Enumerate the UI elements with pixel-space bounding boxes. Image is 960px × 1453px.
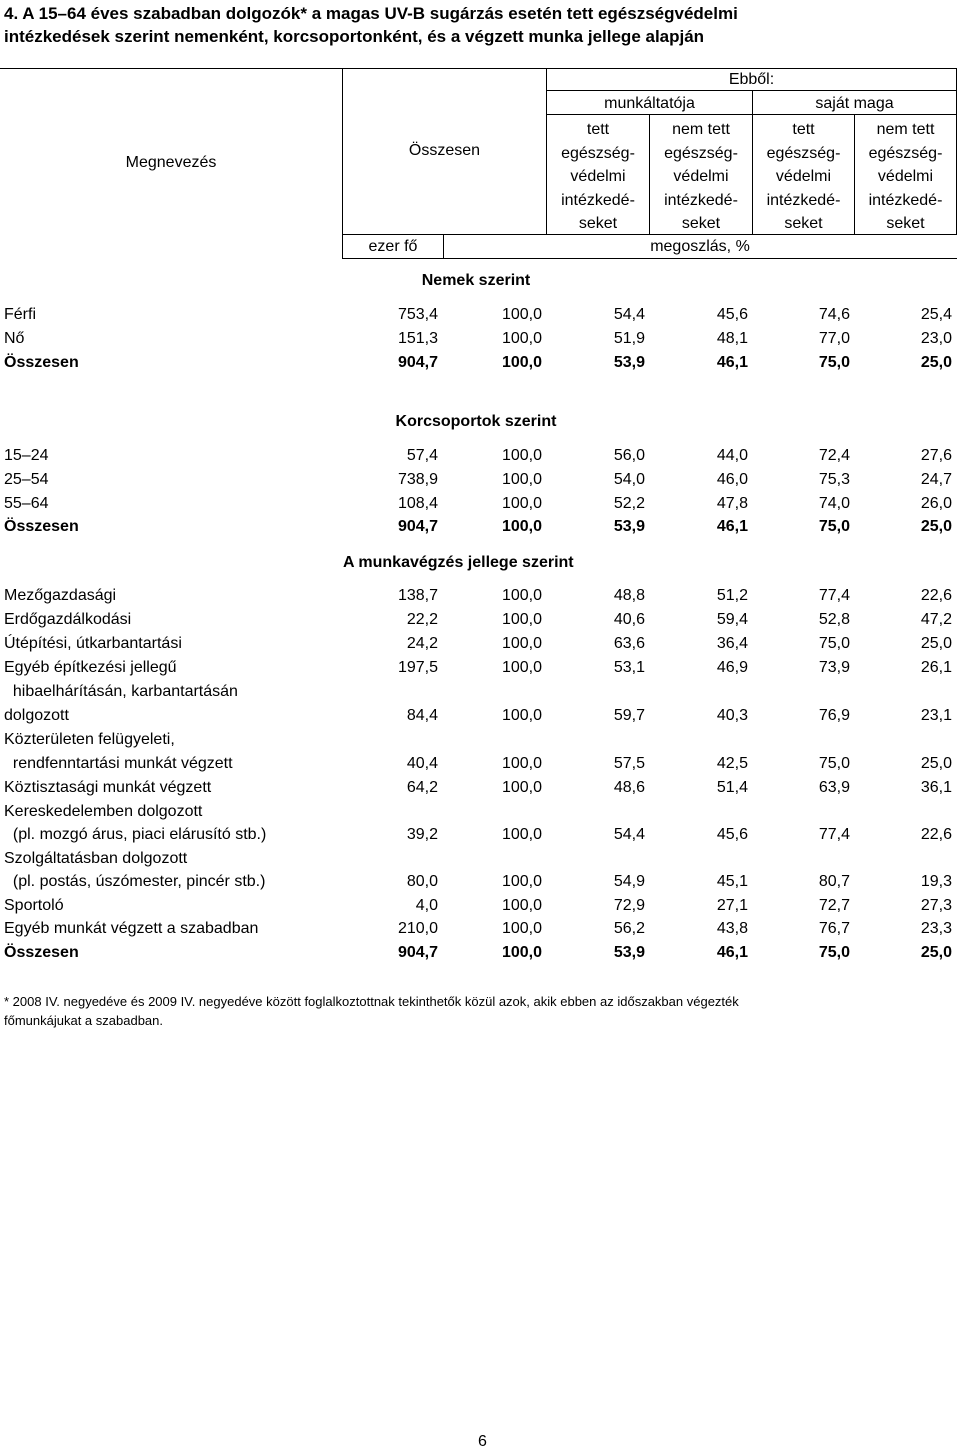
cell-osszesen-pct: 100,0 [501, 447, 542, 464]
row-label-continuation: rendfenntartási munkát végzett [4, 755, 233, 772]
header-divider-megnevezes [342, 68, 343, 259]
header-text-line: nem tett [672, 121, 730, 138]
cell-munkaltato-nem-tett: 59,4 [716, 611, 748, 628]
header-sajat-maga: saját maga [815, 95, 894, 112]
cell-sajat-nem-tett: 25,0 [920, 635, 952, 652]
cell-sajat-tett: 77,4 [818, 587, 850, 604]
cell-munkaltato-tett: 56,0 [613, 447, 645, 464]
header-text-line: intézkedé- [561, 191, 635, 209]
cell-munkaltato-nem-tett: 45,1 [716, 873, 748, 890]
header-col-munkaltato-nem-tett [650, 118, 752, 236]
cell-ezer-fo: 84,4 [406, 707, 438, 724]
cell-sajat-tett: 72,4 [818, 447, 850, 464]
cell-osszesen-pct: 100,0 [501, 330, 542, 347]
cell-osszesen-pct: 100,0 [501, 495, 542, 512]
cell-sajat-nem-tett: 25,4 [920, 306, 952, 323]
cell-ezer-fo: 904,7 [397, 518, 438, 535]
cell-ezer-fo: 138,7 [397, 587, 438, 604]
header-text-line: seket [681, 215, 721, 232]
header-text-line: egészség- [766, 144, 841, 162]
row-label-continuation: (pl. mozgó árus, piaci elárusító stb.) [4, 826, 267, 843]
cell-munkaltato-tett: 40,6 [613, 611, 645, 628]
header-unit-megoszlas: megoszlás, % [650, 238, 750, 255]
cell-sajat-nem-tett: 36,1 [920, 779, 952, 796]
section-heading-nemek: Nemek szerint [421, 272, 531, 289]
cell-sajat-tett: 75,0 [818, 755, 850, 772]
row-label: Összesen [4, 944, 79, 961]
row-label: Összesen [4, 354, 79, 371]
header-text-line: védelmi [673, 168, 729, 185]
section-heading-munkavegzes: A munkavégzés jellege szerint [343, 554, 574, 571]
cell-ezer-fo: 108,4 [397, 495, 438, 512]
cell-munkaltato-tett: 54,4 [613, 826, 645, 843]
header-text-line: seket [784, 215, 823, 232]
cell-munkaltato-tett: 53,9 [613, 354, 645, 371]
cell-sajat-tett: 72,7 [818, 897, 850, 914]
cell-sajat-tett: 77,0 [818, 330, 850, 347]
cell-sajat-tett: 52,8 [818, 611, 850, 628]
cell-sajat-nem-tett: 25,0 [920, 518, 952, 535]
footnote-line-1: * 2008 IV. negyedéve és 2009 IV. negyedéve között foglalkoztottnak tekinthetők közül azok, akik ebben az időszakban végezték [4, 994, 739, 1009]
header-text-line: védelmi [570, 168, 626, 185]
cell-osszesen-pct: 100,0 [501, 920, 542, 937]
title-line-1: 4. A 15–64 éves szabadban dolgozók* a magas UV-B sugárzás esetén tett egészségvédelmi [4, 4, 738, 23]
cell-sajat-nem-tett: 24,7 [920, 471, 952, 488]
header-col-sajat-nem-tett [855, 118, 956, 236]
row-label-continuation: hibaelhárításán, karbantartásán [4, 683, 238, 700]
cell-munkaltato-tett: 52,2 [613, 495, 645, 512]
cell-ezer-fo: 4,0 [415, 897, 438, 914]
cell-munkaltato-tett: 56,2 [613, 920, 645, 937]
cell-sajat-nem-tett: 22,6 [920, 587, 952, 604]
cell-munkaltato-nem-tett: 51,4 [716, 779, 748, 796]
cell-sajat-nem-tett: 22,6 [920, 826, 952, 843]
header-ebbol: Ebből: [728, 71, 775, 88]
header-text-line: seket [886, 215, 925, 232]
cell-osszesen-pct: 100,0 [501, 779, 542, 796]
cell-sajat-tett: 73,9 [818, 659, 850, 676]
row-label: Nő [4, 330, 25, 347]
cell-munkaltato-tett: 48,6 [613, 779, 645, 796]
cell-osszesen-pct: 100,0 [501, 354, 542, 371]
cell-munkaltato-nem-tett: 27,1 [716, 897, 748, 914]
cell-munkaltato-nem-tett: 40,3 [716, 707, 748, 724]
cell-osszesen-pct: 100,0 [501, 944, 542, 961]
cell-sajat-tett: 80,7 [818, 873, 850, 890]
cell-sajat-nem-tett: 26,1 [920, 659, 952, 676]
cell-osszesen-pct: 100,0 [501, 873, 542, 890]
cell-munkaltato-nem-tett: 46,0 [716, 471, 748, 488]
cell-sajat-tett: 75,3 [818, 471, 850, 488]
cell-sajat-nem-tett: 47,2 [920, 611, 952, 628]
cell-munkaltato-tett: 53,9 [613, 518, 645, 535]
header-col-munkaltato-tett [547, 118, 649, 236]
header-text-line: tett [792, 121, 815, 138]
row-label: Sportoló [4, 897, 64, 914]
cell-osszesen-pct: 100,0 [501, 897, 542, 914]
cell-sajat-tett: 63,9 [818, 779, 850, 796]
cell-osszesen-pct: 100,0 [501, 659, 542, 676]
title-line-2: intézkedések szerint nemenként, korcsoportonként, és a végzett munka jellege alapján [4, 27, 705, 46]
cell-sajat-tett: 74,6 [818, 306, 850, 323]
header-osszesen: Összesen [408, 142, 481, 159]
cell-sajat-tett: 75,0 [818, 635, 850, 652]
page-number: 6 [478, 1433, 487, 1450]
cell-munkaltato-tett: 59,7 [613, 707, 645, 724]
row-label: 15–24 [4, 447, 49, 464]
cell-osszesen-pct: 100,0 [501, 635, 542, 652]
cell-ezer-fo: 57,4 [406, 447, 438, 464]
header-text-line: intézkedé- [664, 191, 738, 209]
cell-ezer-fo: 753,4 [397, 306, 438, 323]
cell-munkaltato-tett: 54,0 [613, 471, 645, 488]
header-unit-ezer-fo: ezer fő [368, 238, 418, 255]
cell-ezer-fo: 904,7 [397, 944, 438, 961]
cell-ezer-fo: 210,0 [397, 920, 438, 937]
cell-munkaltato-nem-tett: 46,1 [716, 518, 748, 535]
cell-munkaltato-tett: 51,9 [613, 330, 645, 347]
cell-ezer-fo: 39,2 [406, 826, 438, 843]
cell-munkaltato-nem-tett: 47,8 [716, 495, 748, 512]
cell-sajat-nem-tett: 25,0 [920, 755, 952, 772]
cell-munkaltato-nem-tett: 46,9 [716, 659, 748, 676]
cell-munkaltato-nem-tett: 36,4 [716, 635, 748, 652]
header-text-line: védelmi [877, 168, 934, 185]
row-label: Közterületen felügyeleti, [4, 731, 175, 748]
cell-sajat-nem-tett: 23,0 [920, 330, 952, 347]
cell-ezer-fo: 22,2 [406, 611, 438, 628]
header-col-sajat-tett [753, 118, 854, 236]
header-munkaltatoja: munkáltatója [604, 95, 695, 112]
cell-munkaltato-nem-tett: 43,8 [716, 920, 748, 937]
cell-munkaltato-tett: 53,9 [613, 944, 645, 961]
cell-munkaltato-tett: 54,9 [613, 873, 645, 890]
row-label: Összesen [4, 518, 79, 535]
row-label: Köztisztasági munkát végzett [4, 779, 212, 796]
header-text-line: tett [586, 121, 610, 138]
cell-osszesen-pct: 100,0 [501, 306, 542, 323]
cell-munkaltato-nem-tett: 45,6 [716, 306, 748, 323]
cell-munkaltato-tett: 57,5 [613, 755, 645, 772]
cell-ezer-fo: 24,2 [406, 635, 438, 652]
header-text-line: intézkedé- [766, 191, 841, 209]
table-title [4, 2, 954, 48]
cell-munkaltato-nem-tett: 42,5 [716, 755, 748, 772]
header-text-line: nem tett [876, 121, 935, 138]
cell-sajat-tett: 74,0 [818, 495, 850, 512]
cell-sajat-tett: 77,4 [818, 826, 850, 843]
cell-sajat-nem-tett: 27,6 [920, 447, 952, 464]
cell-munkaltato-nem-tett: 51,2 [716, 587, 748, 604]
header-bottom-rule [343, 258, 957, 259]
row-label: Férfi [4, 306, 36, 323]
cell-sajat-tett: 75,0 [818, 518, 850, 535]
header-text-line: egészség- [664, 144, 738, 162]
row-label: Egyéb munkát végzett a szabadban [4, 920, 259, 937]
header-megnevezes: Megnevezés [125, 154, 217, 171]
row-label: Egyéb építkezési jellegű [4, 659, 177, 676]
cell-sajat-tett: 76,7 [818, 920, 850, 937]
cell-osszesen-pct: 100,0 [501, 587, 542, 604]
header-top-rule [0, 68, 957, 69]
header-divider-right [956, 68, 957, 235]
cell-ezer-fo: 738,9 [397, 471, 438, 488]
cell-munkaltato-tett: 72,9 [613, 897, 645, 914]
cell-munkaltato-tett: 54,4 [613, 306, 645, 323]
cell-osszesen-pct: 100,0 [501, 755, 542, 772]
cell-ezer-fo: 80,0 [406, 873, 438, 890]
cell-munkaltato-nem-tett: 46,1 [716, 944, 748, 961]
header-text-line: védelmi [775, 168, 832, 185]
cell-munkaltato-nem-tett: 48,1 [716, 330, 748, 347]
header-text-line: egészség- [868, 144, 943, 162]
cell-munkaltato-nem-tett: 46,1 [716, 354, 748, 371]
cell-ezer-fo: 904,7 [397, 354, 438, 371]
cell-ezer-fo: 40,4 [406, 755, 438, 772]
cell-ezer-fo: 151,3 [397, 330, 438, 347]
cell-munkaltato-nem-tett: 44,0 [716, 447, 748, 464]
cell-sajat-tett: 75,0 [818, 354, 850, 371]
cell-munkaltato-tett: 63,6 [613, 635, 645, 652]
row-label: Útépítési, útkarbantartási [4, 635, 182, 652]
header-text-line: intézkedé- [868, 191, 943, 209]
cell-munkaltato-nem-tett: 45,6 [716, 826, 748, 843]
header-text-line: seket [578, 215, 618, 232]
cell-sajat-tett: 76,9 [818, 707, 850, 724]
cell-osszesen-pct: 100,0 [501, 707, 542, 724]
section-heading-korcsoportok: Korcsoportok szerint [395, 413, 557, 430]
row-label: 25–54 [4, 471, 49, 488]
cell-sajat-nem-tett: 19,3 [920, 873, 952, 890]
row-label: Kereskedelemben dolgozott [4, 803, 203, 820]
cell-osszesen-pct: 100,0 [501, 826, 542, 843]
cell-osszesen-pct: 100,0 [501, 518, 542, 535]
cell-osszesen-pct: 100,0 [501, 611, 542, 628]
row-label: Erdőgazdálkodási [4, 611, 132, 628]
row-label: Szolgáltatásban dolgozott [4, 850, 188, 867]
footnote [4, 992, 944, 1030]
cell-sajat-nem-tett: 23,1 [920, 707, 952, 724]
row-label-continuation: (pl. postás, úszómester, pincér stb.) [4, 873, 266, 890]
row-label-continuation: dolgozott [4, 707, 69, 724]
cell-sajat-nem-tett: 23,3 [920, 920, 952, 937]
cell-sajat-nem-tett: 27,3 [920, 897, 952, 914]
cell-osszesen-pct: 100,0 [501, 471, 542, 488]
row-label: Mezőgazdasági [4, 587, 117, 604]
cell-ezer-fo: 197,5 [397, 659, 438, 676]
cell-ezer-fo: 64,2 [406, 779, 438, 796]
cell-sajat-tett: 75,0 [818, 944, 850, 961]
row-label: 55–64 [4, 495, 49, 512]
header-text-line: egészség- [561, 144, 635, 162]
cell-sajat-nem-tett: 25,0 [920, 354, 952, 371]
cell-munkaltato-tett: 48,8 [613, 587, 645, 604]
cell-sajat-nem-tett: 26,0 [920, 495, 952, 512]
footnote-line-2: főmunkájukat a szabadban. [4, 1013, 163, 1028]
cell-munkaltato-tett: 53,1 [613, 659, 645, 676]
cell-sajat-nem-tett: 25,0 [920, 944, 952, 961]
